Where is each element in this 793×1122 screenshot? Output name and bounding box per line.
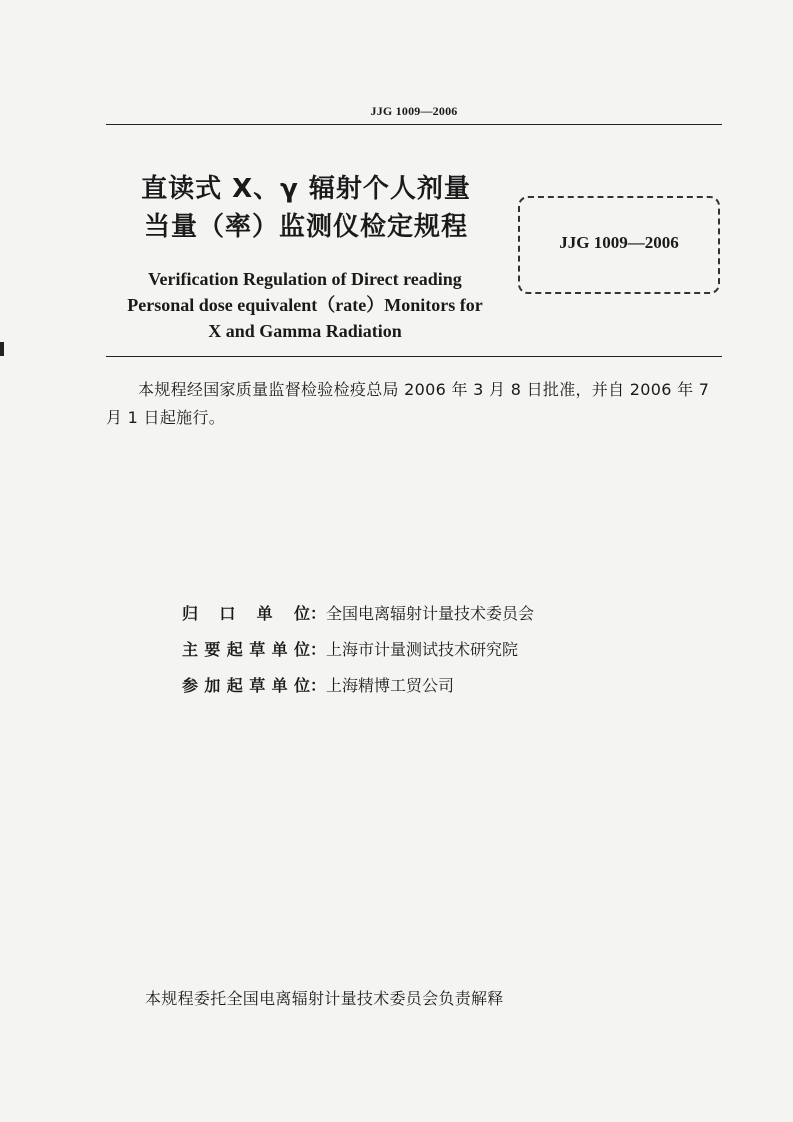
unit-label: 主要起草单位 [182,640,310,659]
title-chinese [122,170,490,246]
title-en-line-3: X and Gamma Radiation [208,321,402,341]
approval-statement: 本规程经国家质量监督检验检疫总局 2006 年 3 月 8 日批准，并自 2006 年 7 月 1 日起施行。 [106,380,710,427]
running-header: JJG 1009—2006 [370,104,458,118]
header-rule [106,124,722,125]
unit-value: 全国电离辐射计量技术委员会 [326,604,535,623]
unit-colon: ： [310,676,327,695]
unit-colon: ： [310,640,327,659]
unit-row-main-drafter [182,632,534,668]
unit-value: 上海精博工贸公司 [326,676,455,695]
unit-row-responsible [182,596,534,632]
unit-value: 上海市计量测试技术研究院 [326,640,519,659]
scan-edge-mark [0,342,4,356]
unit-colon: ： [310,604,327,623]
title-en-line-2: Personal dose equivalent（rate）Monitors for [127,295,483,315]
interpretation-note: 本规程委托全国电离辐射计量技术委员会负责解释 [145,989,504,1008]
title-en-line-1: Verification Regulation of Direct reading [148,269,462,289]
title-english [100,266,510,344]
standard-code-label: JJG 1009—2006 [559,233,679,252]
drafting-units [182,596,534,704]
title-bottom-rule [106,356,722,357]
unit-label: 参加起草单位 [182,676,310,695]
standard-code-box [518,196,720,294]
title-cn-line-2: 当量（率）监测仪检定规程 [143,212,468,242]
unit-row-participating-drafter [182,668,534,704]
unit-label: 归口单位 [182,604,310,623]
title-cn-line-1: 直读式 X、γ 辐射个人剂量 [141,174,471,204]
